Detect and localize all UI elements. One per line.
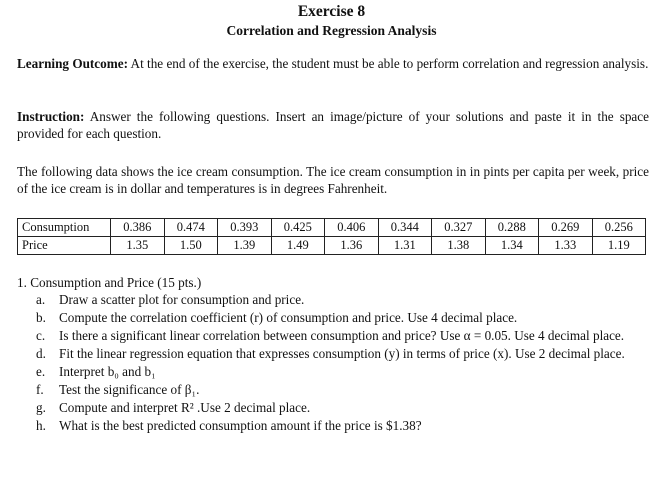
list-item	[36, 363, 648, 380]
table-cell: 0.386	[111, 219, 165, 237]
table-cell: 1.36	[325, 237, 379, 255]
item-text: Compute and interpret R² .Use 2 decimal place.	[59, 400, 311, 415]
item-letter: c.	[36, 328, 46, 343]
item-letter: a.	[36, 292, 46, 307]
item-text: What is the best predicted consumption amount if the price is $1.38?	[59, 418, 422, 433]
item-letter: g.	[36, 400, 46, 415]
exercise-title: Exercise 8	[297, 3, 366, 20]
list-item	[36, 291, 648, 308]
item-letter: f.	[36, 382, 44, 397]
item-letter: e.	[36, 364, 46, 379]
table-cell: 0.425	[271, 219, 325, 237]
instruction-paragraph	[17, 108, 649, 142]
table-cell: 1.39	[218, 237, 272, 255]
learning-outcome-paragraph	[17, 55, 649, 72]
table-cell: 0.269	[539, 219, 593, 237]
table-cell: 1.19	[592, 237, 646, 255]
item-text: Interpret b₀ and b₁	[59, 364, 156, 379]
learning-outcome-label: Learning Outcome:	[17, 56, 128, 71]
table-cell: 1.49	[271, 237, 325, 255]
table-cell: 0.327	[432, 219, 486, 237]
item-text: Is there a significant linear correlation between consumption and price? Use α = 0.05. Use 4 decimal place.	[59, 328, 625, 343]
table-cell: 0.406	[325, 219, 379, 237]
table-cell: 1.33	[539, 237, 593, 255]
table-cell: 1.35	[111, 237, 165, 255]
question-1-title: 1. Consumption and Price (15 pts.)	[17, 275, 202, 290]
item-text: Draw a scatter plot for consumption and price.	[59, 292, 305, 307]
table-row	[18, 219, 646, 237]
item-letter: h.	[36, 418, 46, 433]
question-1-subitems	[36, 291, 648, 435]
instruction-label: Instruction:	[17, 109, 85, 124]
table-cell: 0.393	[218, 219, 272, 237]
table-row-header: Consumption	[18, 219, 111, 237]
table-cell: 0.288	[485, 219, 539, 237]
list-item	[36, 327, 648, 344]
exercise-subtitle: Correlation and Regression Analysis	[226, 23, 437, 38]
table-row	[18, 237, 646, 255]
learning-outcome-text: At the end of the exercise, the student must be able to perform correlation and regression analysis.	[127, 56, 649, 71]
list-item	[36, 399, 648, 416]
item-letter: d.	[36, 346, 46, 361]
item-text: Compute the correlation coefficient (r) of consumption and price. Use 4 decimal place.	[59, 310, 518, 325]
table-cell: 1.38	[432, 237, 486, 255]
instruction-text: Answer the following questions. Insert an image/picture of your solutions and paste it in the space provided for each question.	[17, 109, 649, 141]
data-table	[17, 218, 646, 255]
table-row-header: Price	[18, 237, 111, 255]
list-item	[36, 381, 648, 398]
item-letter: b.	[36, 310, 46, 325]
list-item	[36, 345, 648, 362]
item-text: Fit the linear regression equation that expresses consumption (y) in terms of price (x). Use 2 decimal place.	[59, 346, 625, 361]
table-cell: 1.31	[378, 237, 432, 255]
data-description: The following data shows the ice cream consumption. The ice cream consumption in in pints per capita per week, price of the ice cream is in dollar and temperatures is in degrees Fahrenheit.	[17, 164, 649, 196]
table-cell: 1.50	[164, 237, 218, 255]
table-cell: 1.34	[485, 237, 539, 255]
table-cell: 0.474	[164, 219, 218, 237]
table-cell: 0.344	[378, 219, 432, 237]
item-text: Test the significance of β₁.	[59, 382, 200, 397]
table-cell: 0.256	[592, 219, 646, 237]
list-item	[36, 417, 648, 434]
list-item	[36, 309, 648, 326]
